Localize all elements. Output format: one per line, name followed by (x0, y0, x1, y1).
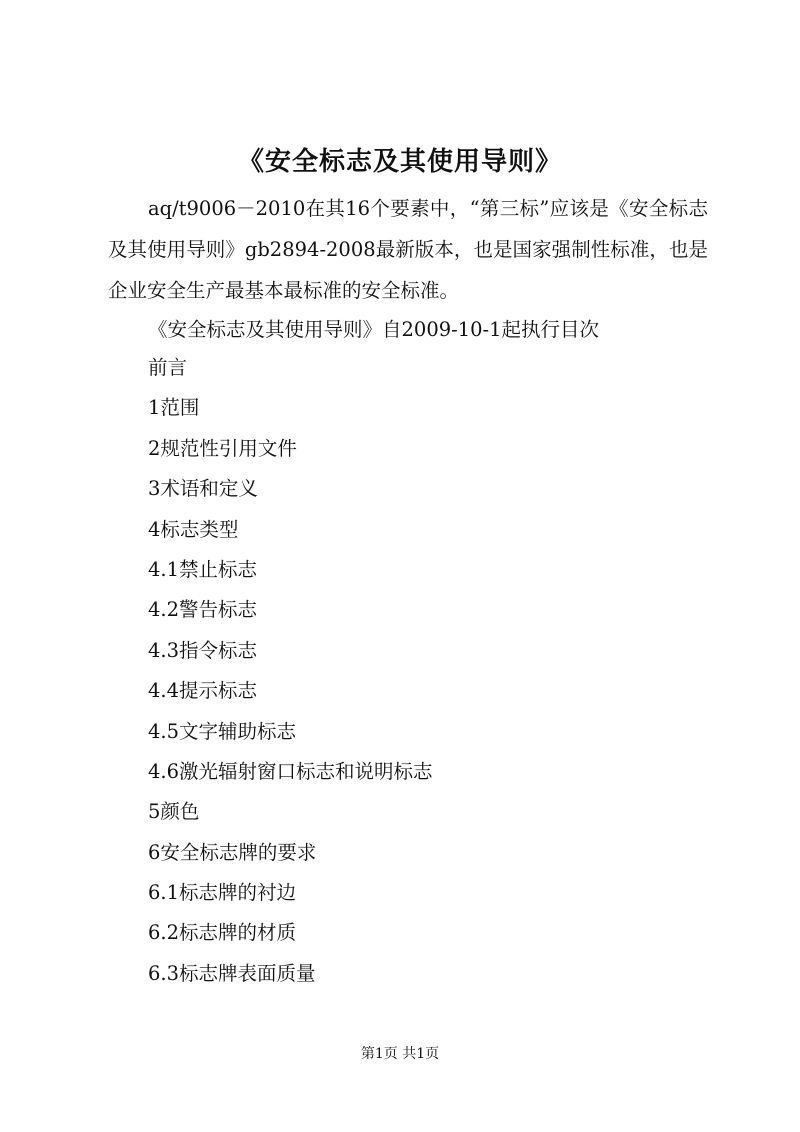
toc-item: 4.5文字辅助标志 (148, 719, 297, 743)
toc-item: 2规范性引用文件 (148, 436, 297, 460)
page-footer: 第1页 共1页 (360, 1046, 440, 1062)
intro-paragraph: aq/t9006－2010在其16个要素中，“第三标”应该是《安全标志及其使用导则》gb2894-2008最新版本，也是国家强制性标准，也是企业安全生产最基本最标准的安全标准。 (108, 197, 708, 302)
toc-item: 4.3指令标志 (148, 638, 258, 662)
toc-item: 前言 (148, 356, 188, 379)
toc-item: 6.1标志牌的衬边 (148, 881, 297, 905)
toc-item: 4标志类型 (148, 517, 239, 541)
toc-item: 5颜色 (148, 800, 200, 824)
toc-item: 4.2警告标志 (148, 598, 258, 622)
toc-item: 6.2标志牌的材质 (148, 921, 297, 945)
toc-item: 6.3标志牌表面质量 (148, 961, 316, 985)
toc-item: 6安全标志牌的要求 (148, 840, 317, 864)
toc-heading: 《安全标志及其使用导则》自2009-10-1起执行目次 (148, 318, 600, 341)
table-of-contents (148, 350, 433, 996)
toc-item: 4.1禁止标志 (148, 557, 258, 581)
toc-item: 4.4提示标志 (148, 679, 258, 703)
toc-item: 1范围 (148, 396, 200, 420)
toc-item: 3术语和定义 (148, 477, 258, 501)
document-title: 《安全标志及其使用导则》 (237, 147, 562, 177)
toc-item: 4.6激光辐射窗口标志和说明标志 (148, 759, 433, 783)
